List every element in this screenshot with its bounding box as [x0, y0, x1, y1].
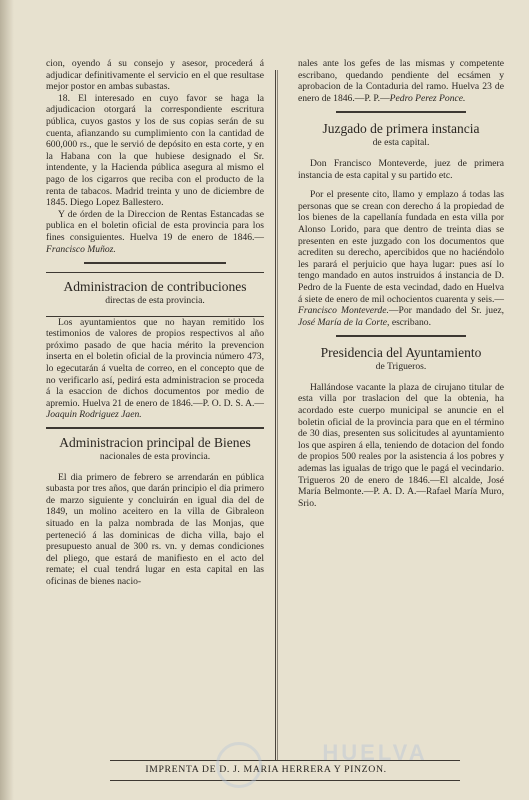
paragraph [46, 93, 264, 209]
paragraph: El dia primero de febrero se arrendarán en pública subasta por tres años, que darán principio el dia primero de marzo siguiente y concluirán en igual dia del de 1849, un molino aceitero en la villa de Gibraleon situado en la palza nombrada de las Monjas, que perteneció á las dominicas de dicha villa, bajo el presupuesto anual de 300 rs. vn. y demas condiciones del pliego, que estará de manifiesto en el acto del remate; el cual tendrá lugar en esta capital en las oficinas de bienes nacio- [46, 471, 264, 587]
paragraph [298, 58, 504, 104]
watermark: HUELVA [322, 740, 428, 765]
section-title: Juzgado de primera instancia [322, 121, 480, 137]
paragraph-text: —Por mandado del Sr. juez, [388, 305, 504, 317]
paragraph [298, 189, 504, 328]
section-subtitle: directas de esta provincia. [105, 295, 205, 307]
paragraph-text: Y de órden de la Direccion de Rentas Estancadas se publica en el boletin oficial de esta provincia para los fines consiguientes. Huelva 19 de enero de 1846.— [46, 208, 264, 243]
printer-imprint: IMPRENTA DE D. J. MARIA HERRERA Y PINZON. [145, 764, 387, 775]
signature: Francisco Muñoz. [46, 243, 116, 255]
paragraph-text: escribano. [391, 316, 431, 328]
section-subtitle: nacionales de esta provincia. [99, 451, 211, 463]
section-divider [84, 262, 226, 264]
paragraph-text: 18. El interesado en cuyo favor se haga la adjudicacion otorgará la correspondiente escritura pública, cuyos gastos y los de sus copias serán de su cuenta, afianzando su cumplimiento con la cantidad de 600,000 rs., que le servió de depósito en esta corte, y en la Habana con la que hubiese designado el Sr. intendente, y la Hacienda pública asegura al mismo el pago de los cigarros que reciba con el producto de la renta de tabacos. Madrid treinta y uno de diciembre de 1845. Diego Lopez Ballestero. [46, 92, 264, 209]
paragraph: cion, oyendo á su consejo y asesor, procederá á adjudicar definitivamente el servicio en el que resultase mejor postor en ambas subastas. [46, 58, 264, 93]
section-title: Administracion de contribuciones [63, 279, 247, 295]
paragraph: Don Francisco Monteverde, juez de primera instancia de esta capital y su partido etc. [298, 157, 504, 181]
paragraph: Hallándose vacante la plaza de cirujano titular de esta villa por traslacion del que la obtenia, ha acordado este cuerpo municipal se anuncie en el boletin oficial de la provincia para que en el término de 30 dias, presenten sus solicitudes al ayuntamiento los que aspiren á ella, teniendo de dotacion del fondo de propios 500 reales por la asistencia á los pobres y ademas las igualas de trigo que le pagá el vecindario. Trigueros 20 de enero de 1846.—El alcalde, José María Belmonte.—P. A. D. A.—Rafael María Muro, Srio. [298, 381, 504, 509]
section-title: Presidencia del Ayuntamiento [320, 345, 482, 361]
spacer [298, 181, 504, 189]
section-header-box [46, 272, 264, 317]
section-subtitle: de Trigueros. [375, 361, 427, 373]
paragraph-text: nales ante los gefes de las mismas y competente escribano, quedando pendiente del ecsámen y aprobacion de la Contaduria del ramo. Huelva 23 de enero de 1846.—P. P.— [298, 58, 504, 104]
left-column [46, 58, 264, 588]
column-divider [277, 70, 278, 760]
page-fold-shadow [0, 0, 14, 800]
section-divider [46, 427, 264, 429]
signature: Francisco Monteverde. [298, 305, 389, 317]
signature: José María de la Corte, [298, 316, 390, 328]
paragraph [46, 209, 264, 255]
signature: Joaquin Rodriguez Jaen. [46, 409, 142, 421]
section-title: Administracion principal de Bienes [59, 435, 251, 451]
paragraph [46, 317, 264, 421]
right-column [298, 58, 504, 509]
paragraph-text: Los ayuntamientos que no hayan remitido los testimonios de valores de propios respectivos al año próximo pasado de que hacia mérito la prevencion inserta en el boletin oficial de la provincia número 473, lo egecutarán á vuelta de correo, en el concepto que de no verificarlo así, pedirá esta administracion se proceda á la esaccion de dichos documentos por medio de apremio. Huelva 21 de enero de 1846.—P. O. D. S. A.— [46, 316, 264, 409]
section-subtitle: de esta capital. [372, 137, 430, 149]
section-divider [336, 335, 466, 337]
paragraph-text: Por el presente cito, llamo y emplazo á todas las personas que se crean con derecho á la propiedad de los bienes de la capellanía fundada en esta villa por Alonso Lorido, para que dentro de treinta dias se presenten en este juzgado con los documentos que acrediten su derecho, apercibidos que no haciéndolo les parará el perjuicio que haya lugar: pues así lo tengo mandado en autos instruidos á instancia de D. Pedro de la Fuente de esta vecindad, dado en Huelva á siete de enero de mil ochocientos cuarenta y seis.— [298, 189, 504, 305]
signature: Pedro Perez Ponce. [389, 92, 466, 104]
section-divider [336, 111, 466, 113]
column-divider [275, 70, 276, 760]
